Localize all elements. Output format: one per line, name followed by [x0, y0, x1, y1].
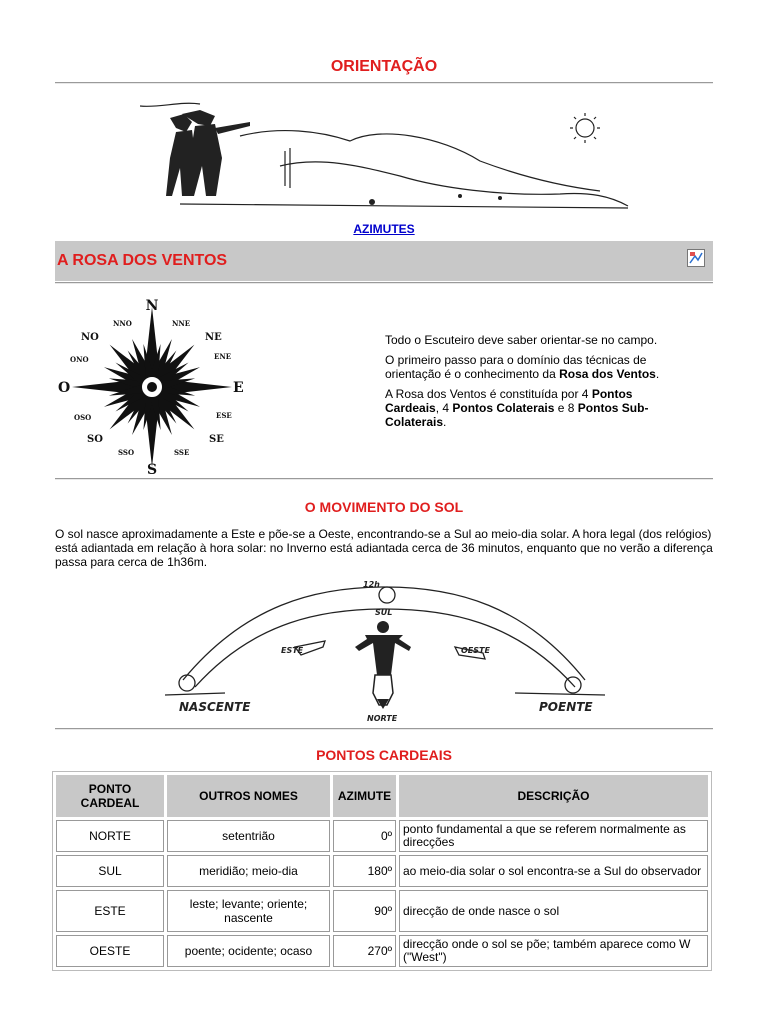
rose-paragraph-2: O primeiro passo para o domínio das técnicas de orientação é o conhecimento da Rosa dos Ventos. [385, 353, 660, 381]
rose-label-ese: ESE [216, 411, 232, 420]
azimutes-link[interactable]: AZIMUTES [353, 222, 415, 236]
cell-descricao: ao meio-dia solar o sol encontra-se a Sul do observador [399, 855, 708, 887]
cell-ponto: OESTE [56, 935, 164, 967]
rose-label-e: E [233, 380, 244, 396]
column-header: AZIMUTE [333, 775, 396, 817]
rose-label-ono: ONO [70, 355, 89, 364]
table-header-row [56, 775, 708, 817]
cell-ponto: SUL [56, 855, 164, 887]
sun-label-este: ESTE [281, 646, 304, 655]
broken-image-icon [687, 249, 705, 267]
divider [55, 82, 713, 84]
divider [55, 282, 713, 284]
compass-rose-illustration [56, 296, 256, 478]
divider [55, 478, 713, 480]
cell-azimute: 270º [333, 935, 396, 967]
rose-label-sso: SSO [118, 448, 135, 457]
rose-label-sse: SSE [174, 448, 190, 457]
sun-label-oeste: OESTE [461, 646, 490, 655]
table-row [56, 890, 708, 932]
rose-description [385, 333, 685, 429]
section-title-sol: O MOVIMENTO DO SOL [304, 499, 464, 515]
sun-label-sul: SUL [375, 608, 393, 617]
cell-nomes: setentrião [167, 820, 330, 852]
cell-descricao: direcção de onde nasce o sol [399, 890, 708, 932]
rose-paragraph-1: Todo o Escuteiro deve saber orientar-se no campo. [385, 333, 658, 347]
column-header: PONTO CARDEAL [56, 775, 164, 817]
section-title-pontos: PONTOS CARDEAIS [316, 747, 452, 763]
cardinal-points-table [52, 771, 712, 971]
rose-label-oso: OSO [74, 413, 92, 422]
sun-label-noon: 12h [363, 580, 380, 589]
rose-label-ene: ENE [214, 352, 232, 361]
sun-label-nascente: NASCENTE [179, 700, 251, 714]
cell-nomes: poente; ocidente; ocaso [167, 935, 330, 967]
divider [55, 728, 713, 730]
section-header-rosa [55, 241, 713, 281]
rose-label-s: S [146, 462, 158, 478]
page-title: ORIENTAÇÃO [330, 58, 438, 75]
cell-nomes: leste; levante; oriente; nascente [167, 890, 330, 932]
cell-descricao: direcção onde o sol se põe; também aparece como W ("West") [399, 935, 708, 967]
rose-label-no: NO [81, 332, 99, 343]
cell-azimute: 90º [333, 890, 396, 932]
cell-azimute: 180º [333, 855, 396, 887]
hikers-illustration [140, 96, 630, 214]
cell-azimute: 0º [333, 820, 396, 852]
rose-paragraph-3: A Rosa dos Ventos é constituída por 4 Pontos Cardeais, 4 Pontos Colaterais e 8 Pontos Sub-Colaterais. [385, 387, 649, 429]
rose-label-o: O [58, 380, 71, 396]
rose-label-nno: NNO [113, 319, 132, 328]
cell-descricao: ponto fundamental a que se referem normalmente as direcções [399, 820, 708, 852]
section-title-rosa: A ROSA DOS VENTOS [57, 252, 228, 269]
column-header: DESCRIÇÃO [399, 775, 708, 817]
table-row [56, 935, 708, 967]
table-row [56, 855, 708, 887]
sun-description: O sol nasce aproximadamente a Este e põe-se a Oeste, encontrando-se a Sul ao meio-dia solar. A hora legal (dos relógios) está adiantada em relação à hora solar: no Inverno está adiantada cerca de 36 minutos, enquanto que no verão a diferença passa para cerca de 1h36m. [55, 527, 713, 569]
cell-ponto: ESTE [56, 890, 164, 932]
cell-ponto: NORTE [56, 820, 164, 852]
rose-label-nne: NNE [172, 319, 191, 328]
sun-label-norte: NORTE [367, 714, 398, 723]
rose-label-so: SO [87, 434, 103, 445]
rose-label-se: SE [209, 434, 224, 445]
rose-label-n: N [145, 298, 159, 314]
cell-nomes: meridião; meio-dia [167, 855, 330, 887]
sun-label-poente: POENTE [539, 700, 593, 714]
table-row [56, 820, 708, 852]
rose-label-ne: NE [205, 332, 222, 343]
column-header: OUTROS NOMES [167, 775, 330, 817]
sun-movement-illustration [165, 575, 605, 725]
